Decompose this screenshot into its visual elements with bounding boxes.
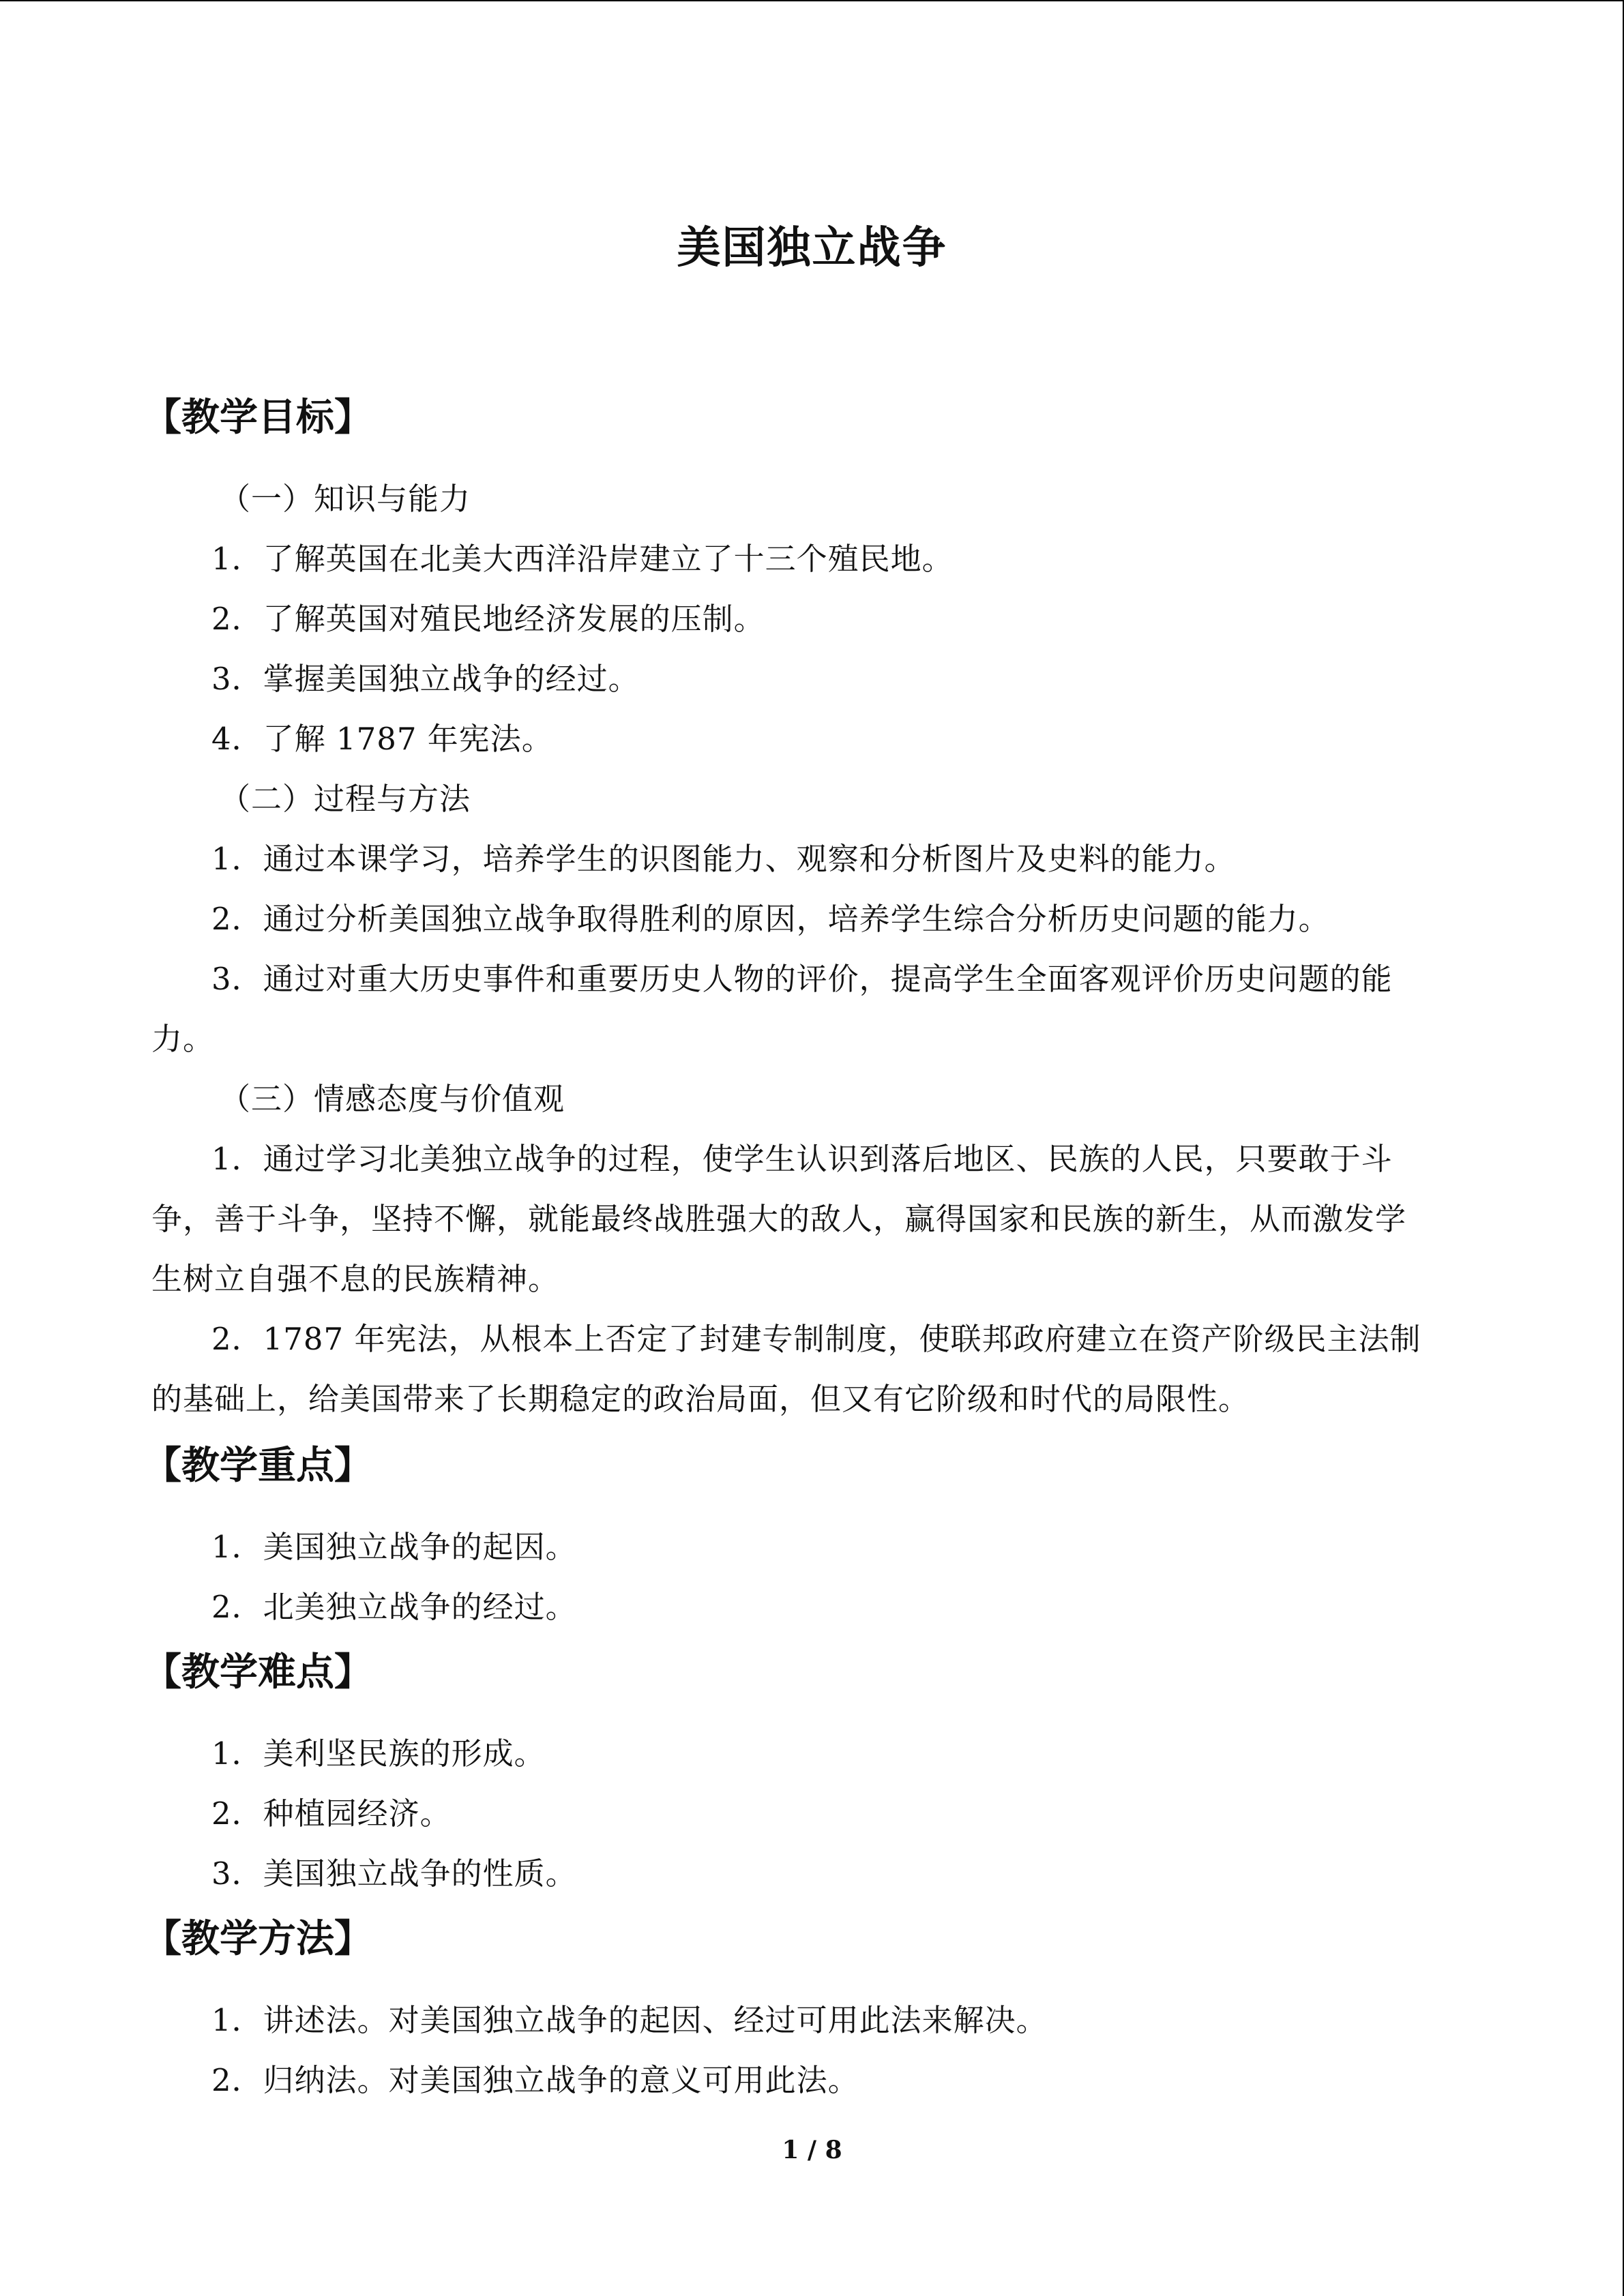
section-heading-methods: 【教学方法】 [143,1917,372,1961]
section-heading-difficulties: 【教学难点】 [143,1650,372,1695]
subsection-title: （一）知识与能力 [220,481,471,517]
list-item: 1．通过学习北美独立战争的过程，使学生认识到落后地区、民族的人民，只要敢于斗 [211,1141,1393,1177]
list-item: 1．了解英国在北美大西洋沿岸建立了十三个殖民地。 [211,541,954,577]
section-heading-key-points: 【教学重点】 [143,1444,372,1488]
list-item: 2．种植园经济。 [211,1795,452,1832]
list-item: 3．掌握美国独立战争的经过。 [211,661,640,697]
page-title: 美国独立战争 [677,223,947,273]
list-item: 1．美利坚民族的形成。 [211,1735,546,1772]
section-heading-objectives: 【教学目标】 [143,396,372,440]
list-item-continuation: 争，善于斗争，坚持不懈，就能最终战胜强大的敌人，赢得国家和民族的新生，从而激发学 [151,1201,1407,1237]
list-item-continuation: 的基础上，给美国带来了长期稳定的政治局面，但又有它阶级和时代的局限性。 [151,1381,1250,1417]
list-item: 4．了解 1787 年宪法。 [211,721,553,757]
list-item: 3．通过对重大历史事件和重要历史人物的评价，提高学生全面客观评价历史问题的能 [211,961,1393,997]
list-item: 1．通过本课学习，培养学生的识图能力、观察和分析图片及史料的能力。 [211,841,1236,877]
list-item: 1．讲述法。对美国独立战争的起因、经过可用此法来解决。 [211,2002,1048,2038]
list-item-continuation: 生树立自强不息的民族精神。 [151,1261,560,1297]
subsection-title: （三）情感态度与价值观 [220,1081,565,1117]
subsection-title: （二）过程与方法 [220,781,471,817]
list-item: 2．1787 年宪法，从根本上否定了封建专制制度，使联邦政府建立在资产阶级民主法制 [211,1321,1421,1357]
page-number: 1 / 8 [782,2136,842,2164]
list-item: 2．归纳法。对美国独立战争的意义可用此法。 [211,2062,859,2098]
list-item-continuation: 力。 [151,1021,215,1057]
list-item: 2．北美独立战争的经过。 [211,1589,577,1625]
list-item: 2．通过分析美国独立战争取得胜利的原因，培养学生综合分析历史问题的能力。 [211,901,1330,937]
list-item: 2．了解英国对殖民地经济发展的压制。 [211,601,765,637]
list-item: 3．美国独立战争的性质。 [211,1855,577,1892]
list-item: 1．美国独立战争的起因。 [211,1529,577,1565]
